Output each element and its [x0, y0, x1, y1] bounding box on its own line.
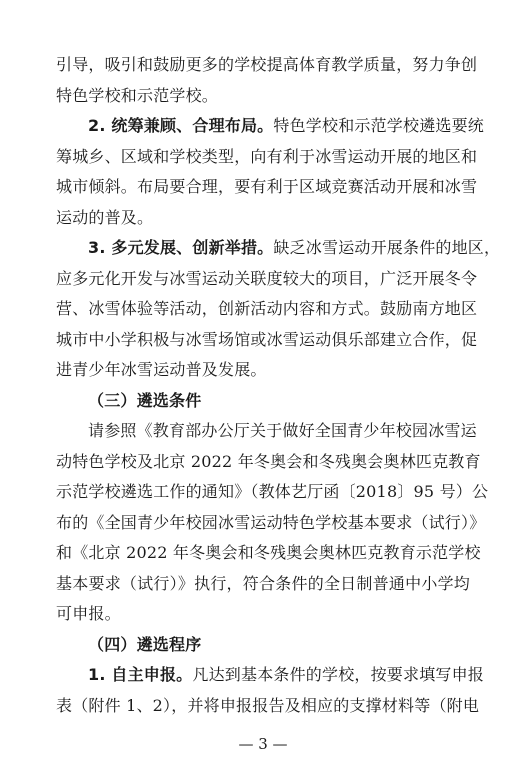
paragraph-procedure-first-line: [56, 660, 484, 691]
text-line: 和《北京 2022 年冬奥会和冬残奥会奥林匹克教育示范学校: [56, 543, 481, 562]
text-line: 特色学校和示范学校。: [56, 85, 219, 105]
text-line: 布的《全国青少年校园冰雪运动特色学校基本要求（试行）》: [56, 512, 486, 532]
text-span: 缺乏冰雪运动开展条件的地区，: [273, 238, 501, 257]
text-line: 运动的普及。: [56, 207, 154, 227]
paragraph-3-first-line: [56, 233, 501, 264]
text-line: 引导，吸引和鼓励更多的学校提高体育教学质量，努力争创: [56, 55, 478, 74]
text-line: 营、冰雪体验等活动，创新活动内容和方式。鼓励南方地区: [56, 299, 478, 318]
text-line: 请参照《教育部办公厅关于做好全国青少年校园冰雪运: [88, 421, 477, 440]
section-heading-selection-procedure: （四）遴选程序: [88, 634, 202, 654]
text-line: 示范学校遴选工作的通知》（教体艺厅函〔2018〕95 号）公: [56, 482, 489, 501]
text-line: 基本要求（试行）》执行，符合条件的全日制普通中小学均: [56, 573, 470, 593]
text-span: 特色学校和示范学校遴选要统: [273, 116, 484, 135]
text-line: 可申报。: [56, 604, 121, 623]
text-span: 凡达到基本条件的学校，按要求填写申报: [192, 665, 484, 684]
page-number: — 3 —: [238, 735, 288, 753]
text-line: 表（附件 1、2），并将申报报告及相应的支撑材料等（附电: [56, 695, 480, 715]
paragraph-2-first-line: [56, 111, 484, 142]
section-heading-selection-criteria: （三）遴选条件: [88, 390, 202, 410]
section-heading-3: 3. 多元发展、创新举措。: [88, 238, 274, 257]
section-heading-self-application: 1. 自主申报。: [88, 665, 193, 684]
text-line: 进青少年冰雪运动普及发展。: [56, 360, 267, 379]
text-line: 动特色学校及北京 2022 年冬奥会和冬残奥会奥林匹克教育: [56, 451, 481, 471]
document-body: [56, 50, 501, 721]
text-line: 应多元化开发与冰雪运动关联度较大的项目，广泛开展冬令: [56, 268, 478, 288]
text-line: 城市倾斜。布局要合理，要有利于区域竞赛活动开展和冰雪: [56, 177, 478, 196]
text-line: 筹城乡、区域和学校类型，向有利于冰雪运动开展的地区和: [56, 146, 478, 166]
text-line: 城市中小学积极与冰雪场馆或冰雪运动俱乐部建立合作，促: [56, 329, 478, 349]
section-heading-2: 2. 统筹兼顾、合理布局。: [88, 116, 274, 135]
